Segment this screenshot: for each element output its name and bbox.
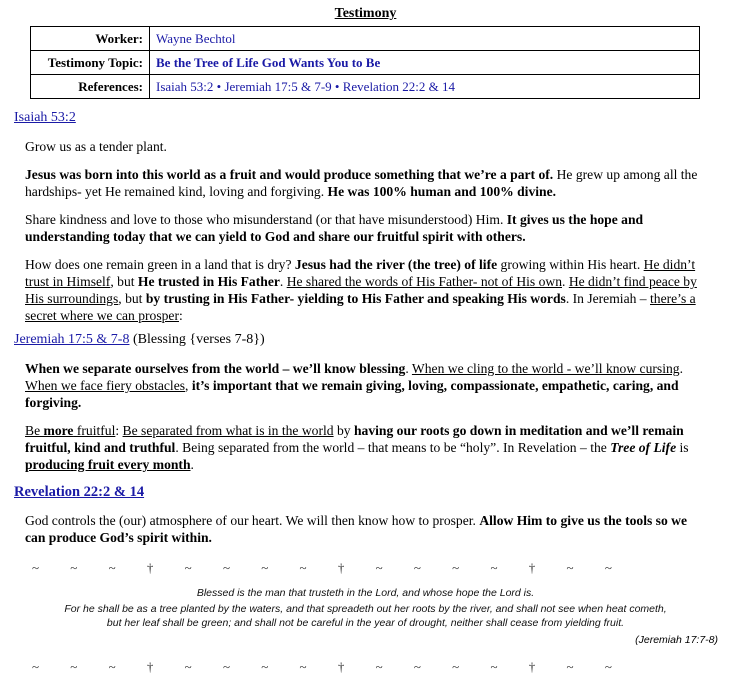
text: is [676, 440, 689, 455]
tilde-ornament: ~ [452, 659, 460, 674]
cross-ornament: † [528, 659, 536, 674]
tilde-ornament: ~ [604, 659, 612, 674]
isaiah-paragraph-4 [25, 256, 705, 324]
jeremiah-link[interactable]: Jeremiah 17:5 & 7-8 [14, 332, 130, 347]
tilde-ornament: ~ [108, 659, 116, 674]
ornamental-divider-top [32, 560, 612, 576]
tilde-ornament: ~ [70, 560, 78, 575]
cross-ornament: † [337, 560, 345, 575]
revelation-link[interactable]: Revelation 22:2 & 14 [14, 484, 145, 500]
tilde-ornament: ~ [413, 659, 421, 674]
tilde-ornament: ~ [375, 659, 383, 674]
cross-ornament: † [146, 560, 154, 575]
tilde-ornament: ~ [490, 560, 498, 575]
isaiah-paragraph-1: Grow us as a tender plant. [25, 139, 167, 154]
text: growing within His heart. [497, 257, 644, 272]
tilde-ornament: ~ [222, 560, 230, 575]
text-bold: having our roots go down in meditation and we’ll remain fruitful, kind and truthful [25, 423, 684, 455]
cross-ornament: † [337, 659, 345, 674]
text: He grew up among all the hardships- yet He remained kind, loving and forgiving. [25, 167, 698, 199]
text-bold-italic [610, 440, 676, 455]
text-bold: He was 100% human and 100% divine. [327, 184, 557, 199]
text-bold: Jesus was born into this world as a fruit and would produce something that we’re a part of. [25, 167, 554, 182]
text: . Being separated from the world – that means to be “holy”. In Revelation – the [175, 440, 611, 455]
tilde-ornament: ~ [222, 659, 230, 674]
tilde-ornament: ~ [375, 560, 383, 575]
text-bold: by trusting in His Father- yielding to His Father and speaking His words [145, 291, 566, 306]
text: God controls the (our) atmosphere of our heart. We will then know how to prosper. [25, 513, 480, 528]
jeremiah-heading-note: (Blessing {verses 7-8}) [129, 332, 265, 347]
text-bold: He trusted in His Father [137, 274, 280, 289]
text: . [405, 361, 412, 376]
text: . [562, 274, 569, 289]
tilde-ornament: ~ [566, 659, 574, 674]
verse-line-1: Blessed is the man that trusteth in the Lord, and whose hope the Lord is. [196, 587, 535, 599]
worker-label: Worker: [31, 27, 150, 51]
isaiah-paragraph-3 [25, 211, 705, 245]
cross-ornament: † [528, 560, 536, 575]
info-table [30, 26, 700, 99]
text-underline: When we cling to the world - we’ll know cursing [411, 361, 680, 376]
references-label: References: [31, 75, 150, 99]
text: . In Jeremiah – [565, 291, 650, 306]
page-title: Testimony [334, 6, 397, 21]
text-underline: He didn’t trust in Himself [25, 257, 696, 289]
references-value: Isaiah 53:2 • Jeremiah 17:5 & 7-9 • Revelation 22:2 & 14 [150, 75, 700, 99]
tilde-ornament: ~ [184, 560, 192, 575]
ornamental-divider-bottom [32, 659, 612, 675]
tilde-ornament: ~ [299, 659, 307, 674]
tilde-ornament: ~ [108, 560, 116, 575]
text: , but [118, 291, 146, 306]
tilde-ornament: ~ [32, 560, 40, 575]
text: , but [110, 274, 138, 289]
text: . [190, 457, 194, 472]
tilde-ornament: ~ [413, 560, 421, 575]
text: fruitful [73, 423, 116, 438]
tilde-ornament: ~ [566, 560, 574, 575]
verse-block [0, 586, 731, 647]
topic-row [31, 51, 700, 75]
text-bold: Allow Him to give us the tools so we can produce God’s spirit within. [25, 513, 687, 545]
tilde-ornament: ~ [261, 560, 269, 575]
worker-value: Wayne Bechtol [150, 27, 700, 51]
topic-value: Be the Tree of Life God Wants You to Be [150, 51, 700, 75]
tilde-ornament: ~ [452, 560, 460, 575]
isaiah-paragraph-2 [25, 166, 705, 200]
text-underline: producing fruit every month [25, 457, 191, 472]
isaiah-heading [14, 110, 731, 126]
text-bold: Jesus had the river (the tree) of life [294, 257, 498, 272]
text-underline [25, 423, 115, 438]
text: . [679, 361, 683, 376]
text: Share kindness and love to those who misunderstand (or that have misunderstood) Him. [25, 212, 507, 227]
tilde-ornament: ~ [604, 560, 612, 575]
topic-label: Testimony Topic: [31, 51, 150, 75]
text-underline: He didn’t find peace by His surroundings [25, 274, 697, 306]
text-italic: Tree of Life [610, 440, 677, 455]
cross-ornament: † [146, 659, 154, 674]
jeremiah-heading [14, 332, 731, 348]
text-underline: When we face fiery obstacles [25, 378, 186, 393]
tilde-ornament: ~ [490, 659, 498, 674]
isaiah-link[interactable]: Isaiah 53:2 [14, 110, 76, 125]
references-row [31, 75, 700, 99]
text-underline: He shared the words of His Father- not of His own [286, 274, 563, 289]
text-bold [25, 457, 191, 472]
text: by [333, 423, 354, 438]
text-bold: more [43, 423, 74, 438]
text-bold: When we separate ourselves from the world – we’ll know blessing [25, 361, 406, 376]
text: Be [25, 423, 44, 438]
worker-row [31, 27, 700, 51]
jeremiah-paragraph-1 [25, 360, 705, 411]
text: . [279, 274, 287, 289]
verse-line-3: but her leaf shall be green; and shall not be careful in the year of drought, neither shall cease from yielding fruit. [106, 617, 625, 629]
text-bold: it’s important that we remain giving, loving, compassionate, empathetic, caring, and forgiving. [25, 378, 679, 410]
text-underline: Be separated from what is in the world [122, 423, 334, 438]
jeremiah-paragraph-2 [25, 422, 705, 473]
tilde-ornament: ~ [70, 659, 78, 674]
verse-line-2: For he shall be as a tree planted by the waters, and that spreadeth out her roots by the river, and shall not see when heat cometh, [64, 603, 667, 615]
verse-reference: (Jeremiah 17:7-8) [635, 634, 718, 646]
text: How does one remain green in a land that is dry? [25, 257, 295, 272]
tilde-ornament: ~ [32, 659, 40, 674]
revelation-heading [14, 484, 731, 501]
revelation-paragraph-1 [25, 512, 705, 546]
tilde-ornament: ~ [299, 560, 307, 575]
text: : [178, 308, 183, 323]
tilde-ornament: ~ [184, 659, 192, 674]
text-underline: there’s a secret where we can prosper [25, 291, 696, 323]
tilde-ornament: ~ [261, 659, 269, 674]
text: , [185, 378, 192, 393]
text-bold: It gives us the hope and understanding today that we can yield to God and share our fruitful spirit with others. [25, 212, 644, 244]
text: : [115, 423, 123, 438]
